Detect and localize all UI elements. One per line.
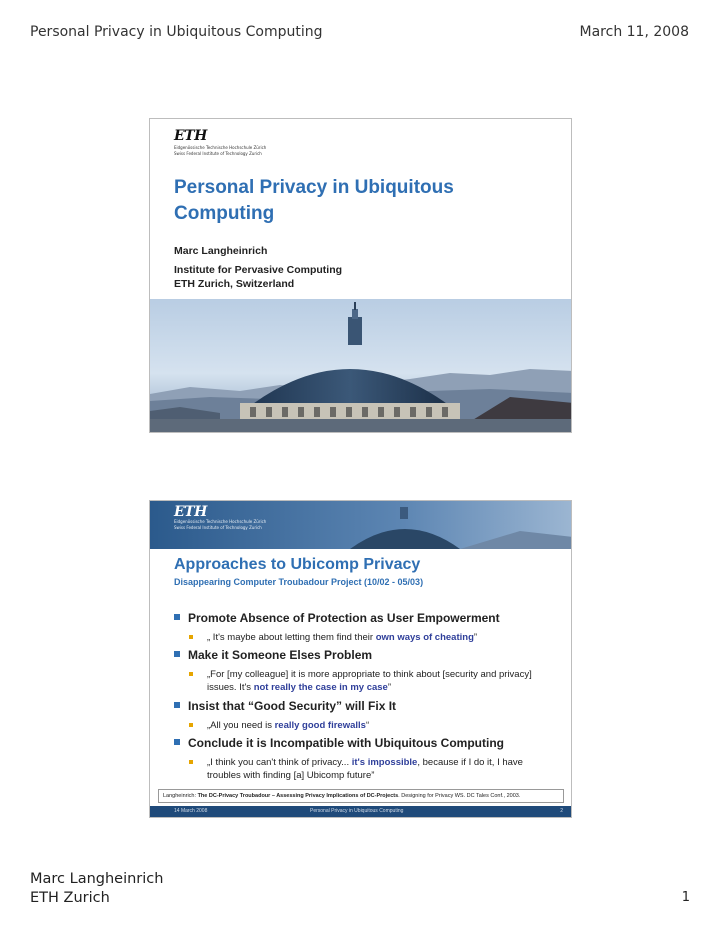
slide-2	[149, 500, 572, 818]
reference-title: The DC-Privacy Troubadour – Assessing Privacy Implications of DC-Projects	[197, 793, 399, 799]
bullet-text: Conclude it is Incompatible with Ubiquitous Computing	[188, 736, 504, 750]
footer-name: Marc Langheinrich	[30, 871, 164, 887]
eth-logo: ETH	[174, 128, 207, 144]
bullet-marker	[174, 739, 180, 745]
slide-1-institute: Institute for Pervasive Computing	[174, 264, 343, 276]
slide-2-title: Approaches to Ubicomp Privacy	[174, 556, 421, 573]
sub-bullet-marker	[189, 760, 193, 764]
quote-highlight: own ways of cheating	[375, 632, 474, 643]
eth-logo-subtitle	[174, 145, 266, 156]
eth-logo-subtitle-en: Swiss Federal Institute of Technology Zurich	[174, 150, 262, 156]
slide-1-author: Marc Langheinrich	[174, 245, 268, 257]
quote-highlight: not really the case in my case	[253, 682, 388, 693]
sub-bullet-item	[189, 719, 559, 732]
reference-venue: . Designing for Privacy WS. DC Tales Conf., 2003.	[398, 793, 521, 799]
quote-highlight: it's impossible	[351, 757, 418, 768]
bullet-marker	[174, 614, 180, 620]
bullet-marker	[174, 651, 180, 657]
eth-logo-subtitle-de: Eidgenössische Technische Hochschule Zürich	[174, 145, 267, 150]
bullet-text: Make it Someone Elses Problem	[188, 648, 373, 662]
bullet-marker	[174, 702, 180, 708]
sub-bullet-item	[189, 756, 559, 782]
quote-end: ”	[387, 682, 391, 693]
bullet-item	[174, 611, 500, 625]
slide-1-title: Personal Privacy in Ubiquitous Computing	[174, 177, 454, 224]
sub-bullet-marker	[189, 672, 193, 676]
quote-end: , because if I do it, I have troubles with finding [a] Ubicomp future”	[207, 757, 523, 781]
bullet-item	[174, 648, 372, 662]
quote-text: „For [my colleague] it is more appropriate to think about [security and privacy] issues. It's	[207, 669, 532, 693]
slide-footer-number: 2	[560, 808, 563, 814]
slide-footer-date: 14 March 2008	[174, 808, 208, 814]
bullet-text: Insist that “Good Security” will Fix It	[188, 699, 397, 713]
sub-bullet-item	[189, 668, 559, 694]
slide-2-subtitle: Disappearing Computer Troubadour Project (10/02 - 05/03)	[174, 577, 424, 587]
page-header-date: March 11, 2008	[579, 24, 689, 40]
footer-org: ETH Zurich	[30, 890, 110, 906]
bullet-text: Promote Absence of Protection as User Empowerment	[188, 611, 500, 625]
page-header-title: Personal Privacy in Ubiquitous Computing	[30, 24, 323, 40]
reference-author: Langheinrich:	[163, 793, 198, 799]
sub-bullet-marker	[189, 723, 193, 727]
eth-logo-subtitle	[174, 519, 266, 530]
bullet-item	[174, 699, 396, 713]
quote-end: “	[365, 720, 370, 731]
page-footer-author	[30, 870, 163, 908]
quote-text: „All you need is	[207, 720, 275, 731]
slide-1-location: ETH Zurich, Switzerland	[174, 278, 295, 290]
quote-end: ”	[473, 632, 478, 643]
slide-footer-title: Personal Privacy in Ubiquitous Computing	[310, 808, 404, 814]
slide-1	[149, 118, 572, 433]
quote-text: „I think you can't think of privacy...	[207, 757, 352, 768]
eth-logo-subtitle-en: Swiss Federal Institute of Technology Zurich	[174, 524, 262, 530]
quote-text: „ It's maybe about letting them find their	[207, 632, 376, 643]
sub-bullet-item	[189, 631, 559, 644]
reference-box	[158, 789, 564, 803]
page-number: 1	[681, 890, 690, 905]
eth-logo-subtitle-de: Eidgenössische Technische Hochschule Zürich	[174, 519, 267, 524]
quote-highlight: really good firewalls	[274, 720, 366, 731]
slide-footer-bar	[150, 806, 572, 818]
sub-bullet-marker	[189, 635, 193, 639]
eth-dome-photo	[150, 299, 572, 433]
bullet-item	[174, 736, 504, 750]
eth-logo: ETH	[174, 504, 207, 520]
